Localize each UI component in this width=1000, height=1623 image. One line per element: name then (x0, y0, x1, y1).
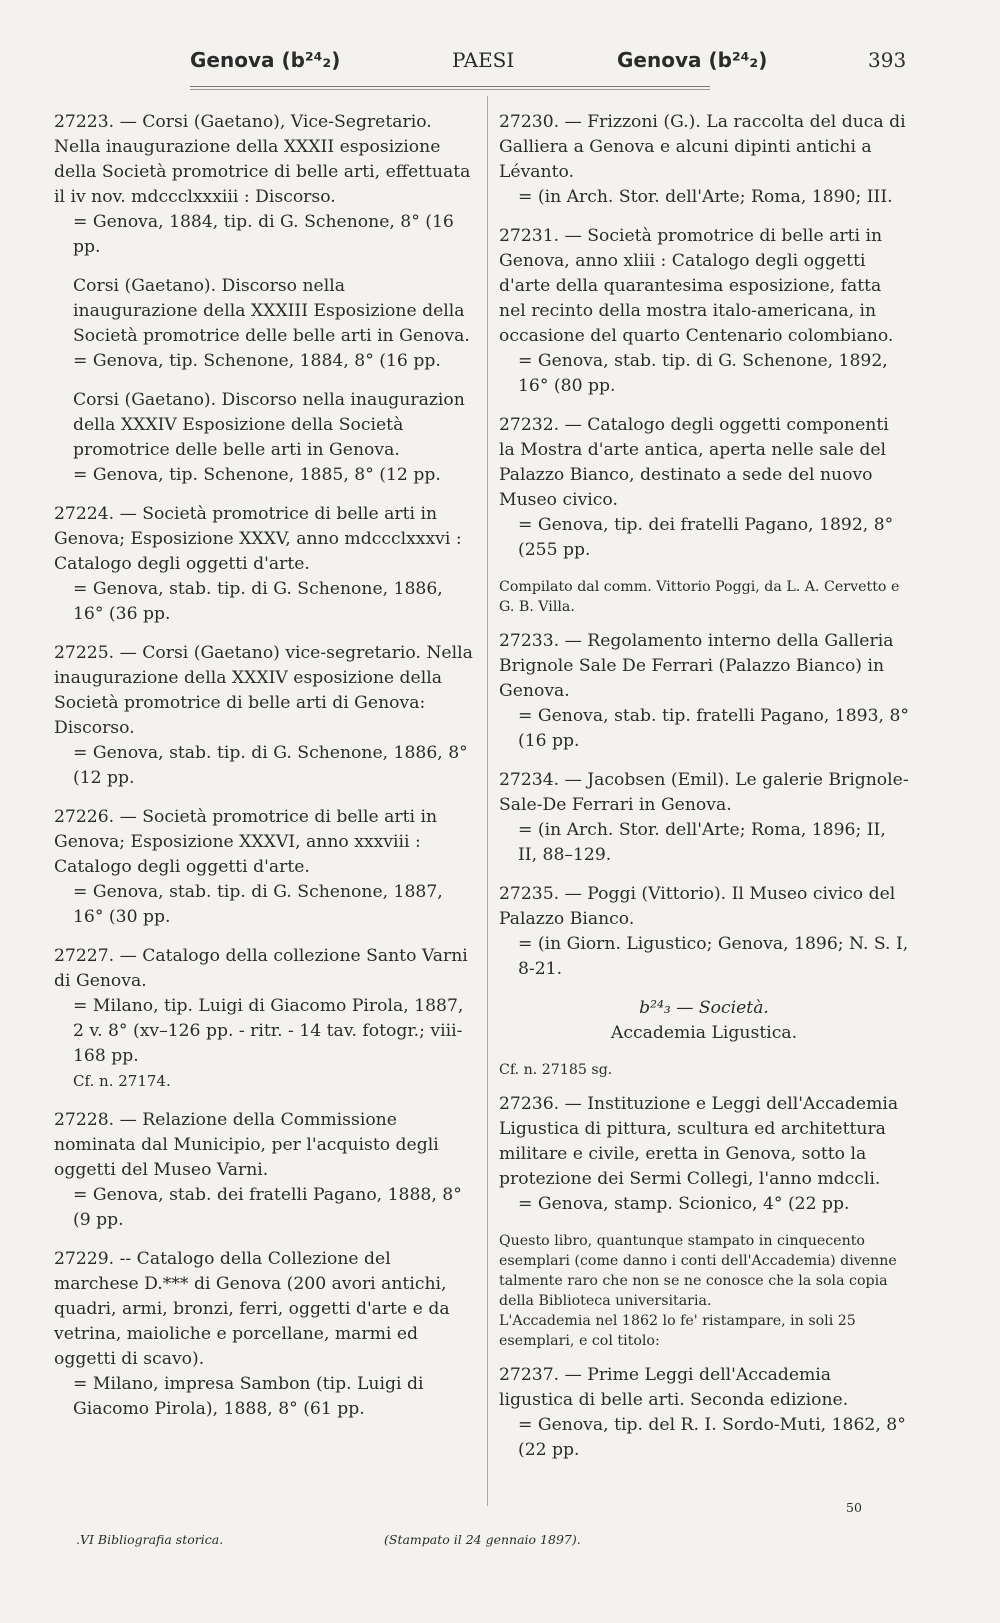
entry-imprint: = Milano, tip. Luigi di Giacomo Pirola, 1887, 2 v. 8° (xv–126 pp. - ritr. - 14 tav. fotogr.; viii-168 pp. (73, 996, 464, 1066)
header-left-title: Genova (b²⁴₂) (190, 48, 341, 72)
entry-imprint: = Genova, stab. tip. di G. Schenone, 1886, 16° (36 pp. (73, 579, 443, 624)
entry-text: Corsi (Gaetano). Discorso nella inaugurazion della XXXIV Esposizione della Società promotrice delle belle arti in Genova. (73, 390, 465, 460)
entry-text: 27236. — Instituzione e Leggi dell'Accademia Ligustica di pittura, scultura ed architettura militare e civile, eretta in Genova, sotto la protezione dei Sermi Collegi, l'anno mdccli. (499, 1094, 899, 1189)
entry-text: 27232. — Catalogo degli oggetti componenti la Mostra d'arte antica, aperta nelle sale del Palazzo Bianco, destinato a sede del nuovo Museo civico. (499, 415, 889, 510)
entry-note (499, 1231, 909, 1351)
page-number: 393 (868, 48, 907, 72)
entry-text: 27235. — Poggi (Vittorio). Il Museo civico del Palazzo Bianco. (499, 884, 896, 929)
entry-imprint: = Genova, tip. del R. I. Sordo-Muti, 1862, 8° (22 pp. (518, 1415, 906, 1460)
entry-27237 (499, 1363, 909, 1463)
entry-27232 (499, 413, 909, 563)
entry-corsi-xxxiii (54, 274, 474, 374)
entry-imprint: = Genova, stab. tip. fratelli Pagano, 1893, 8° (16 pp. (518, 706, 909, 751)
entry-imprint: = Genova, stab. tip. di G. Schenone, 1886, 8° (12 pp. (73, 743, 468, 788)
entry-27228 (54, 1108, 474, 1233)
entry-imprint: = Genova, stab. dei fratelli Pagano, 1888, 8° (9 pp. (73, 1185, 462, 1230)
signature-mark: 50 (846, 1500, 862, 1515)
header-right-title: Genova (b²⁴₂) (617, 48, 768, 72)
entry-text: 27229. -- Catalogo della Collezione del marchese D.*** di Genova (200 avori antichi, quadri, armi, bronzi, ferri, oggetti d'arte e da vetrina, maioliche e porcellane, marmi ed oggetti di scavo). (54, 1249, 450, 1369)
entry-text: 27234. — Jacobsen (Emil). Le galerie Brignole-Sale-De Ferrari in Genova. (499, 770, 909, 815)
entry-text: 27225. — Corsi (Gaetano) vice-segretario. Nella inaugurazione della XXXIV esposizione della Società promotrice di belle arti di Genova: Discorso. (54, 643, 473, 738)
section-crossref (499, 1060, 909, 1080)
entry-27227 (54, 944, 474, 1094)
entry-text: 27223. — Corsi (Gaetano), Vice-Segretario. Nella inaugurazione della XXXII esposizione della Società promotrice di belle arti, effettuata il iv nov. mdccclxxxiii : Discorso. (54, 112, 471, 207)
entry-27230 (499, 110, 909, 210)
entry-imprint: = (in Giorn. Ligustico; Genova, 1896; N. S. I, 8-21. (518, 934, 909, 979)
entry-corsi-xxxiv (54, 388, 474, 488)
entry-imprint: = Genova, stamp. Scionico, 4° (22 pp. (518, 1194, 850, 1214)
header-rule-secondary (190, 89, 710, 90)
right-column (499, 110, 909, 1477)
column-divider (487, 96, 488, 1506)
entry-imprint: = Genova, tip. Schenone, 1885, 8° (12 pp. (73, 465, 441, 485)
entry-crossref: Cf. n. 27174. (73, 1072, 171, 1090)
entry-imprint: = Genova, tip. dei fratelli Pagano, 1892, 8° (255 pp. (518, 515, 894, 560)
entry-27226 (54, 805, 474, 930)
entry-text: 27231. — Società promotrice di belle arti in Genova, anno xliii : Catalogo degli oggetti d'arte della quarantesima esposizione, fatta nel recinto della mostra italo-americana, in occasione del quarto Centenario colombiano. (499, 226, 894, 346)
running-header (0, 48, 1000, 82)
entry-text: 27237. — Prime Leggi dell'Accademia ligustica di belle arti. Seconda edizione. (499, 1365, 849, 1410)
entry-text: Corsi (Gaetano). Discorso nella inaugurazione della XXXIII Esposizione della Società promotrice delle belle arti in Genova. (73, 276, 470, 346)
entry-27234 (499, 768, 909, 868)
entry-27231 (499, 224, 909, 399)
entry-27223 (54, 110, 474, 260)
entry-27229 (54, 1247, 474, 1422)
entry-imprint: = (in Arch. Stor. dell'Arte; Roma, 1896; II, II, 88–129. (518, 820, 886, 865)
entry-imprint: = Milano, impresa Sambon (tip. Luigi di Giacomo Pirola), 1888, 8° (61 pp. (73, 1374, 424, 1419)
entry-text: 27224. — Società promotrice di belle arti in Genova; Esposizione XXXV, anno mdccclxxxvi : Catalogo degli oggetti d'arte. (54, 504, 462, 574)
crossref-text: Cf. n. 27185 sg. (499, 1062, 613, 1078)
entry-27224 (54, 502, 474, 627)
header-section: PAESI (452, 48, 515, 72)
entry-27236 (499, 1092, 909, 1217)
note-text: Compilato dal comm. Vittorio Poggi, da L. A. Cervetto e G. B. Villa. (499, 579, 900, 615)
entry-text: 27233. — Regolamento interno della Galleria Brignole Sale De Ferrari (Palazzo Bianco) in Genova. (499, 631, 894, 701)
left-column (54, 110, 474, 1436)
note-text: Questo libro, quantunque stampato in cinquecento esemplari (come danno i conti dell'Accademia) divenne talmente raro che non se ne conosce che la sola copia della Biblioteca universitaria. (499, 1233, 897, 1309)
section-subtitle: Accademia Ligustica. (610, 1023, 798, 1043)
entry-imprint: = Genova, stab. tip. di G. Schenone, 1887, 16° (30 pp. (73, 882, 443, 927)
section-heading (499, 996, 909, 1046)
entry-27235 (499, 882, 909, 982)
entry-imprint: = Genova, 1884, tip. di G. Schenone, 8° (16 pp. (73, 212, 454, 257)
entry-text: 27228. — Relazione della Commissione nominata dal Municipio, per l'acquisto degli oggetti del Museo Varni. (54, 1110, 439, 1180)
section-title: b²⁴₃ — Società. (639, 998, 769, 1018)
entry-text: 27227. — Catalogo della collezione Santo Varni di Genova. (54, 946, 468, 991)
footer-print-date: (Stampato il 24 gennaio 1897). (384, 1532, 581, 1547)
header-rule (190, 86, 710, 87)
entry-imprint: = (in Arch. Stor. dell'Arte; Roma, 1890; III. (518, 187, 893, 207)
entry-27225 (54, 641, 474, 791)
entry-imprint: = Genova, tip. Schenone, 1884, 8° (16 pp. (73, 351, 441, 371)
note-text: L'Accademia nel 1862 lo fe' ristampare, in soli 25 esemplari, e col titolo: (499, 1313, 856, 1349)
entry-imprint: = Genova, stab. tip. di G. Schenone, 1892, 16° (80 pp. (518, 351, 888, 396)
entry-text: 27226. — Società promotrice di belle arti in Genova; Esposizione XXXVI, anno xxxviii : Catalogo degli oggetti d'arte. (54, 807, 438, 877)
entry-text: 27230. — Frizzoni (G.). La raccolta del duca di Galliera a Genova e alcuni dipinti antichi a Lévanto. (499, 112, 906, 182)
entry-27233 (499, 629, 909, 754)
footer-left: .VI Bibliografia storica. (76, 1532, 224, 1547)
entry-note (499, 577, 909, 617)
